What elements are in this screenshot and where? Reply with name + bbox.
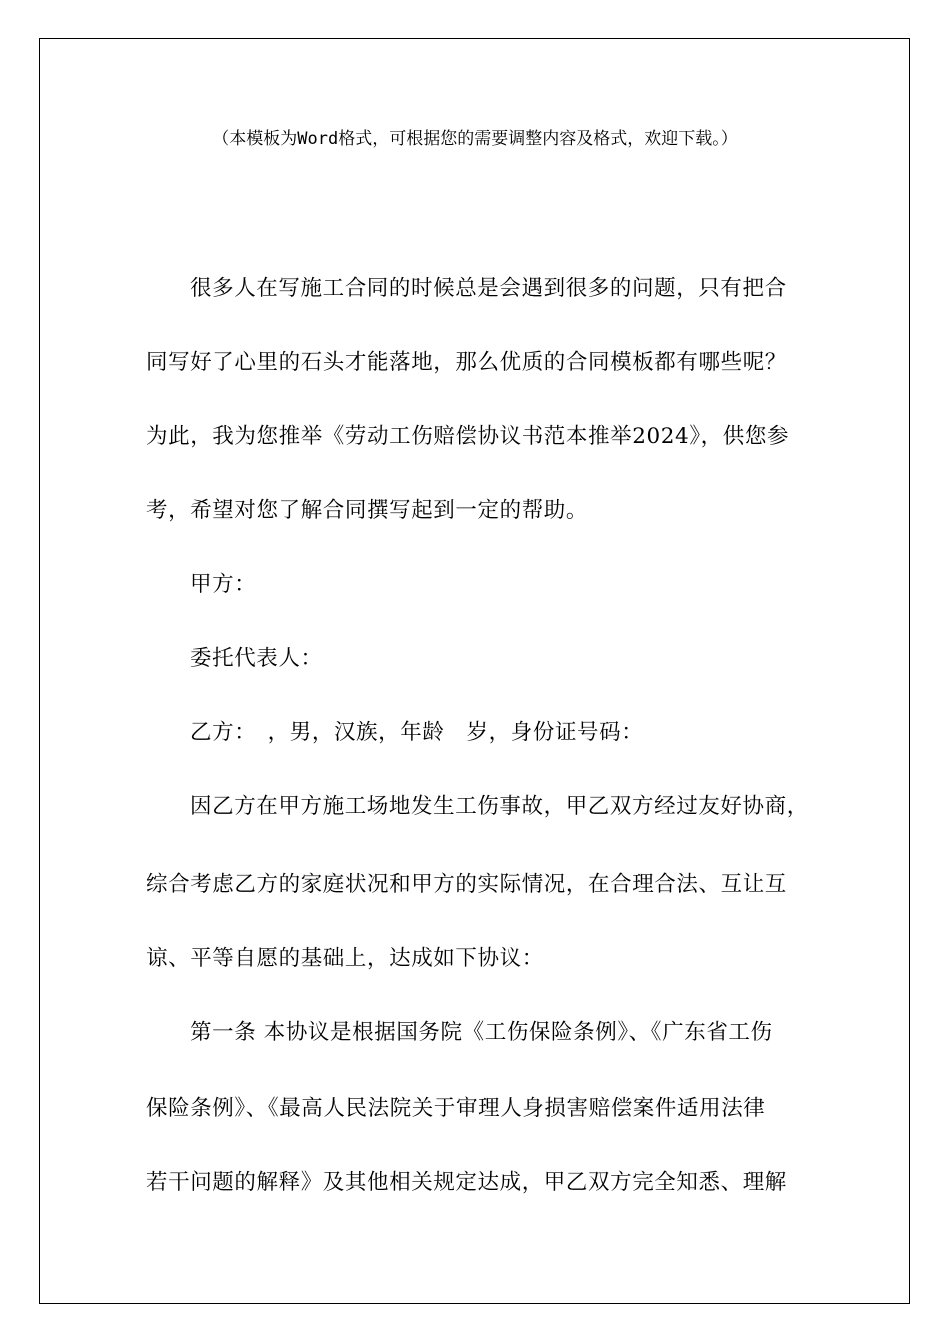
representative-line: 委托代表人： — [190, 646, 323, 671]
paragraph-line: 综合考虑乙方的家庭状况和甲方的实际情况，在合理合法、互让互 — [146, 872, 787, 897]
paragraph-line: 同写好了心里的石头才能落地，那么优质的合同模板都有哪些呢？ — [146, 350, 787, 375]
paragraph-line: 为此，我为您推举《劳动工伤赔偿协议书范本推举2024》，供您参 — [146, 424, 790, 449]
paragraph-line: 若干问题的解释》及其他相关规定达成，甲乙双方完全知悉、理解 — [146, 1170, 787, 1195]
paragraph-line: 保险条例》、《最高人民法院关于审理人身损害赔偿案件适用法律 — [146, 1096, 766, 1121]
paragraph-line: 谅、平等自愿的基础上，达成如下协议： — [146, 946, 544, 971]
paragraph-line: 很多人在写施工合同的时候总是会遇到很多的问题，只有把合 — [190, 276, 787, 301]
paragraph-line: 因乙方在甲方施工场地发生工伤事故，甲乙双方经过友好协商， — [190, 794, 809, 819]
article-one-line: 第一条 本协议是根据国务院《工伤保险条例》、《广东省工伤 — [190, 1020, 773, 1045]
party-b-line: 乙方： ，男，汉族，年龄 岁，身份证号码： — [190, 720, 644, 745]
paragraph-line: 考，希望对您了解合同撰写起到一定的帮助。 — [146, 498, 589, 523]
template-note: （本模板为Word格式，可根据您的需要调整内容及格式，欢迎下载。） — [212, 129, 738, 149]
party-a-line: 甲方： — [190, 572, 257, 597]
